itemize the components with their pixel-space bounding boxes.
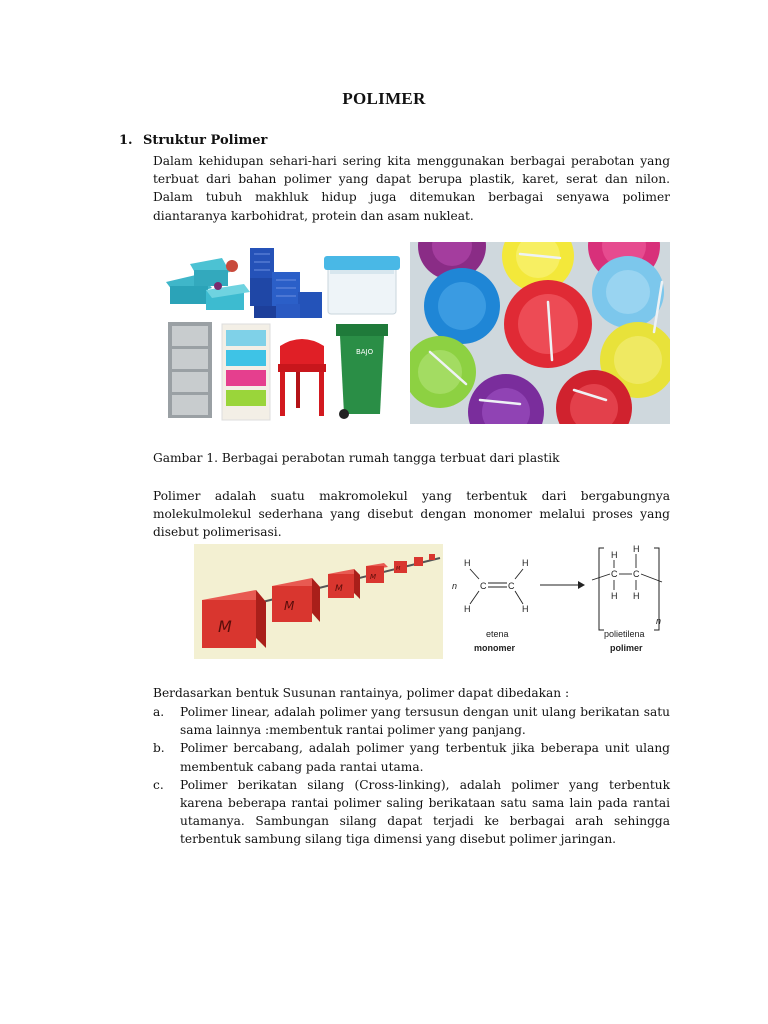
storage-box bbox=[324, 256, 400, 314]
block-5 bbox=[394, 561, 407, 573]
poly-h-1: H bbox=[611, 550, 618, 560]
ethene-c-1: C bbox=[480, 581, 487, 591]
monomer-blocks-illustration bbox=[194, 544, 443, 659]
list-marker: c. bbox=[153, 777, 164, 792]
color-drawers bbox=[222, 324, 270, 420]
block-letter-3: M bbox=[335, 584, 343, 594]
poly-h-4: H bbox=[633, 591, 640, 601]
definition-paragraph: Polimer adalah suatu makromolekul yang terbentuk dari bergabungnya molekulmolekul sederhana yang disebut dengan monomer melalui proses yang disebut polimerisasi. bbox=[153, 489, 670, 540]
ethene-h-3: H bbox=[464, 604, 471, 614]
ethene-bonds bbox=[470, 569, 523, 604]
list-item bbox=[153, 776, 670, 849]
polymer-name: polietilena bbox=[604, 629, 645, 639]
block-letter-2: M bbox=[284, 599, 295, 613]
figure1-caption: Gambar 1. Berbagai perabotan rumah tangga terbuat dari plastik bbox=[153, 451, 560, 465]
ethene-c-2: C bbox=[508, 581, 515, 591]
plate-red bbox=[504, 280, 592, 368]
ethene-h-1: H bbox=[464, 558, 471, 568]
monomer-label: monomer bbox=[474, 643, 516, 653]
polymer-label: polimer bbox=[610, 643, 643, 653]
bin-label: BAJO bbox=[356, 348, 374, 356]
plastic-plates-image bbox=[410, 242, 670, 424]
polymer-brackets bbox=[599, 548, 662, 630]
list-text: Polimer bercabang, adalah polimer yang terbentuk jika beberapa unit ulang membentuk cabang pada rantai utama. bbox=[180, 741, 670, 774]
plastic-furniture-image bbox=[160, 242, 403, 424]
list-item bbox=[153, 703, 670, 739]
block-7 bbox=[429, 554, 435, 560]
polymerization-diagram bbox=[448, 544, 678, 659]
green-bin bbox=[336, 324, 388, 419]
block-6 bbox=[414, 557, 423, 566]
polymerization-equation bbox=[448, 544, 678, 659]
block-letter-1: M bbox=[218, 617, 232, 636]
grey-drawers bbox=[168, 322, 212, 418]
block-letter-4: M bbox=[370, 573, 377, 581]
n-subscript: n bbox=[656, 616, 662, 626]
plastic-plates-illustration bbox=[410, 242, 670, 424]
n-coefficient: n bbox=[452, 581, 458, 591]
list-text: Polimer berikatan silang (Cross-linking), adalah polimer yang terbentuk karena beberapa rantai polimer saling berikataan satu sama lain pada rantai utamanya. Sambungan silang dapat terjadi ke berbagai arah sehingga terbentuk sambung silang tiga dimensi yang disebut polimer jaringan. bbox=[180, 777, 670, 847]
plastic-furniture-illustration bbox=[160, 242, 403, 424]
poly-h-2: H bbox=[633, 544, 640, 554]
polymer-type-list bbox=[153, 703, 670, 849]
block-letter-5: M bbox=[396, 566, 401, 572]
polymer-bonds bbox=[592, 554, 662, 590]
ethene-h-4: H bbox=[522, 604, 529, 614]
poly-c-1: C bbox=[611, 569, 618, 579]
poly-h-3: H bbox=[611, 591, 618, 601]
list-item bbox=[153, 739, 670, 775]
list-marker: b. bbox=[153, 741, 165, 756]
monomer-blocks-image bbox=[194, 544, 443, 659]
section-title: Struktur Polimer bbox=[143, 133, 268, 148]
intro-paragraph: Dalam kehidupan sehari-hari sering kita menggunakan berbagai perabotan yang terbuat dari bahan polimer yang dapat berupa plastik, karet, serat dan nilon. Dalam tubuh makhluk hidup juga ditemukan berbagai senyawa polimer diantaranya karbohidrat, protein dan asam nukleat. bbox=[153, 154, 670, 223]
page-title: POLIMER bbox=[342, 89, 426, 108]
plate-light-blue bbox=[592, 256, 664, 328]
list-text: Polimer linear, adalah polimer yang tersusun dengan unit ulang berikatan satu sama lainnya :membentuk rantai polimer yang panjang. bbox=[180, 705, 670, 738]
classification-intro: Berdasarkan bentuk Susunan rantainya, polimer dapat dibedakan : bbox=[153, 686, 570, 700]
section-heading bbox=[119, 133, 267, 148]
list-marker: a. bbox=[153, 705, 165, 719]
reaction-arrow bbox=[540, 581, 585, 589]
section-number: 1. bbox=[119, 133, 133, 148]
poly-c-2: C bbox=[633, 569, 640, 579]
ethene-h-2: H bbox=[522, 558, 529, 568]
plate-blue bbox=[424, 268, 500, 344]
monomer-name: etena bbox=[486, 629, 509, 639]
